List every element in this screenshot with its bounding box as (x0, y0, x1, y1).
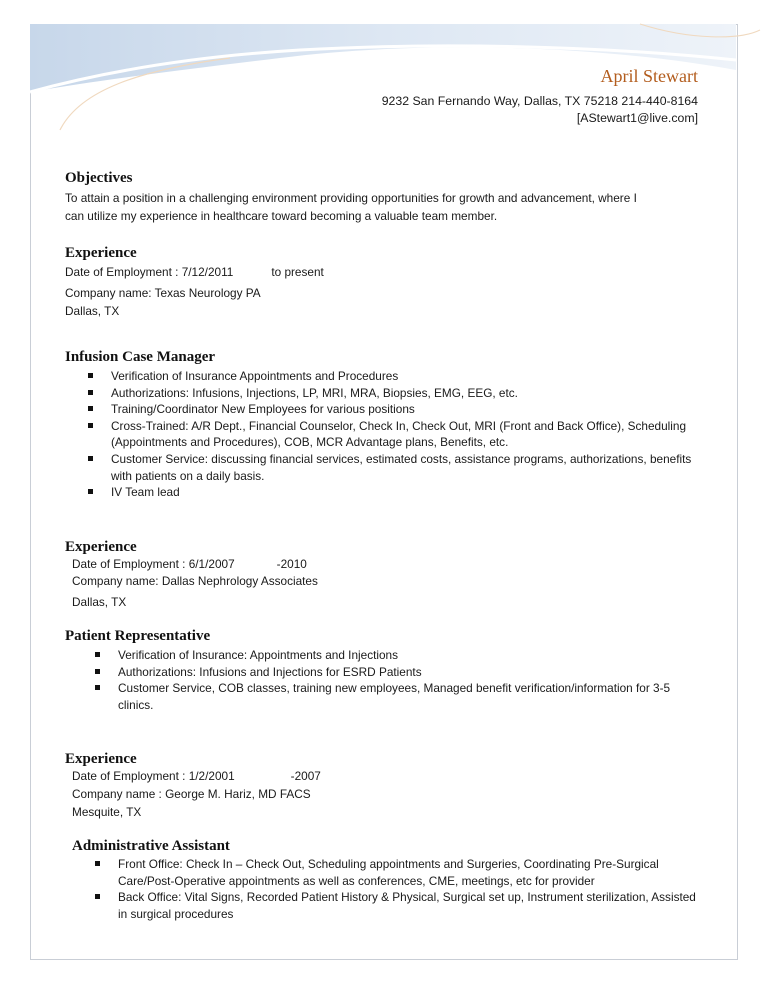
company-name-3: Company name : George M. Hariz, MD FACS (72, 787, 311, 801)
employment-dates-2 (72, 556, 307, 573)
duty-item: Verification of Insurance Appointments and Procedures (85, 368, 695, 385)
company-location-1: Dallas, TX (65, 304, 120, 318)
company-name-2: Company name: Dallas Nephrology Associates (72, 574, 318, 588)
duty-item: Front Office: Check In – Check Out, Scheduling appointments and Surgeries, Coordinating Pre-Surgical Care/Post-Operative appointments as well as conferences, CME, meetings, etc for provider (92, 856, 697, 889)
job-title-3: Administrative Assistant (72, 838, 230, 854)
contact-block (382, 93, 698, 127)
experience-heading-1: Experience (65, 245, 137, 261)
address-phone: 9232 San Fernando Way, Dallas, TX 75218 214-440-8164 (381, 94, 698, 108)
employment-dates-1 (65, 264, 324, 281)
experience-heading-2: Experience (65, 539, 137, 555)
employment-end-3: -2007 (290, 769, 321, 783)
duty-item: IV Team lead (85, 484, 695, 501)
job-duties-2 (92, 647, 697, 713)
job-duties-3 (92, 856, 697, 922)
job-duties-1 (85, 368, 695, 501)
duty-item: Customer Service, COB classes, training new employees, Managed benefit verification/information for 3-5 clinics. (92, 680, 697, 713)
duty-item: Authorizations: Infusions and Injections for ESRD Patients (92, 664, 697, 681)
employment-end-2: -2010 (276, 557, 307, 571)
employment-start-1: Date of Employment : 7/12/2011 (65, 265, 234, 279)
company-location-2: Dallas, TX (72, 595, 127, 609)
company-name-1: Company name: Texas Neurology PA (65, 286, 261, 300)
employment-start-2: Date of Employment : 6/1/2007 (72, 557, 235, 571)
duty-item: Authorizations: Infusions, Injections, LP, MRI, MRA, Biopsies, EMG, EEG, etc. (85, 385, 695, 402)
duty-item: Training/Coordinator New Employees for various positions (85, 401, 695, 418)
objectives-line-1: To attain a position in a challenging environment providing opportunities for growth and advancement, where I (65, 191, 637, 205)
duty-item: Cross-Trained: A/R Dept., Financial Counselor, Check In, Check Out, MRI (Front and Back Office), Scheduling (Appointments and Procedures), COB, MCR Advantage plans, Benefits, etc. (85, 418, 695, 451)
employment-start-3: Date of Employment : 1/2/2001 (72, 769, 235, 783)
job-title-2: Patient Representative (65, 628, 211, 644)
duty-item: Verification of Insurance: Appointments and Injections (92, 647, 697, 664)
objectives-heading: Objectives (65, 170, 133, 186)
objectives-text (65, 189, 705, 225)
employment-dates-3 (72, 768, 321, 785)
duty-item: Back Office: Vital Signs, Recorded Patient History & Physical, Surgical set up, Instrument sterilization, Assisted in surgical procedures (92, 889, 697, 922)
email: [AStewart1@live.com] (576, 111, 698, 125)
experience-heading-3: Experience (65, 751, 137, 767)
candidate-name: April Stewart (600, 66, 698, 86)
objectives-line-2: can utilize my experience in healthcare toward becoming a valuable team member. (65, 209, 498, 223)
employment-end-1: to present (271, 265, 324, 279)
company-location-3: Mesquite, TX (72, 805, 142, 819)
duty-item: Customer Service: discussing financial services, estimated costs, assistance programs, authorizations, benefits with patients on a daily basis. (85, 451, 695, 484)
job-title-1: Infusion Case Manager (65, 349, 216, 365)
